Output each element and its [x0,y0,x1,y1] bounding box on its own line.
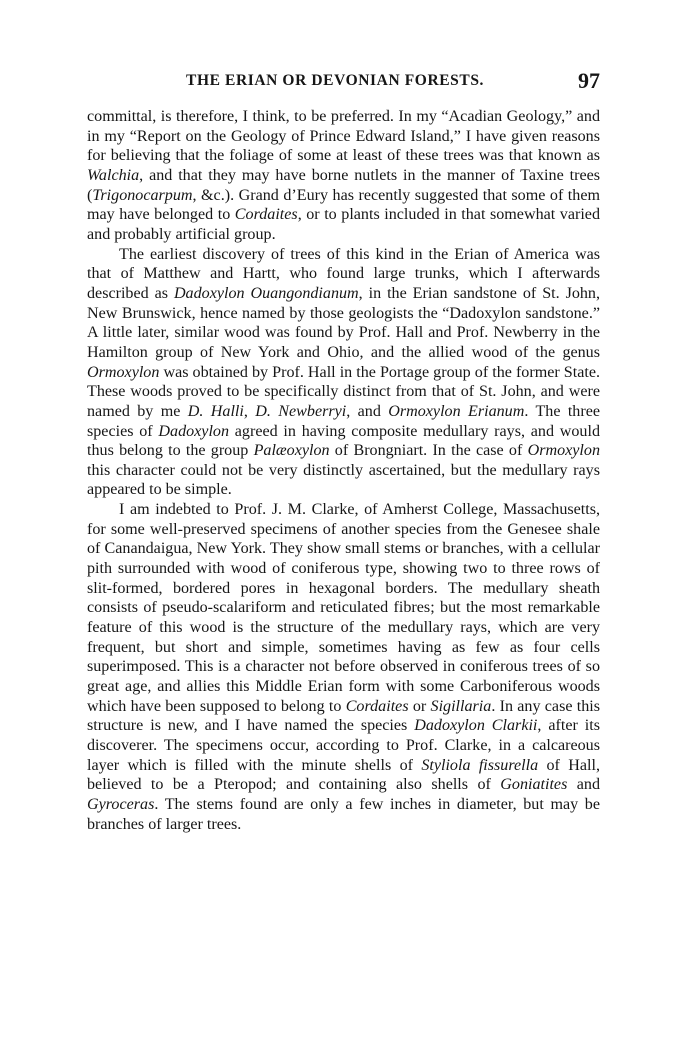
paragraph [87,500,600,834]
paragraph [87,245,600,501]
text-run: , and that they may have borne nutlets in the manner of Taxine trees ( [87,166,600,204]
text-run: . The stems found are only a few inches in diameter, but may be branches of larger trees. [87,795,600,833]
italic-text: Ormoxylon Erianum [388,402,525,420]
text-run: was obtained by Prof. Hall in the Portage group of the former State. These woods proved to be specifically distinct from that of St. John, and were named by me [87,363,600,420]
page-header [86,68,600,98]
italic-text: Goniatites [500,776,568,794]
text-run: I am indebted to Prof. J. M. Clarke, of Amherst College, Massachusetts, for some well-preserved specimens of another species from the Genesee shale of Canandaigua, New York. They show small stems or branches, with a cellular pith surrounded with wood of coniferous type, showing two to three rows of slit-formed, bordered pores in hexagonal borders. The medullary sheath consists of pseudo-scalariform and reticulated fibres; but the most remarkable feature of this wood is the structure of the medullary rays, which are very frequent, but short and simple, sometimes having as few as four cells superimposed. This is a character not before observed in coniferous trees of so great age, and allies this Middle Erian form with some Carboniferous woods which have been supposed to belong to [87,501,600,715]
text-run: and [567,776,600,794]
italic-text: D. Halli [187,402,244,420]
text-run: The earliest discovery of trees of this kind in the Erian of America was that of Matthew and Hartt, who found large trunks, which I afterwards described as [87,245,600,302]
italic-text: Styliola fissurella [421,756,539,774]
italic-text: Sigillaria [430,697,492,715]
text-run: , &c.). Grand d’Eury has recently suggested that some of them may have belonged to [87,186,600,224]
text-run: this character could not be very distinctly ascertained, but the medullary rays appeared to be simple. [87,461,600,499]
text-run: , in the Erian sandstone of St. John, New Brunswick, hence named by those geologists the “Dadoxylon sandstone.” A little later, similar wood was found by Prof. Hall and Prof. Newberry in the Hamilton group of New York and Ohio, and the allied wood of the genus [87,284,600,361]
italic-text: Palæoxylon [253,442,330,460]
italic-text: Ormoxylon [527,442,600,460]
italic-text: Trigonocarpum [92,186,193,204]
page-number: 97 [578,68,600,93]
text-run: committal, is therefore, I think, to be preferred. In my “Acadian Geology,” and in my “Report on the Geology of Prince Edward Island,” I have given reasons for believing that the foliage of some at least of these trees was that known as [87,108,600,165]
italic-text: Dadoxylon [158,422,230,440]
text-run: , after its discoverer. The specimens occur, according to Prof. Clarke, in a calcareous layer which is filled with the minute shells of [87,717,600,774]
text-run: or [408,697,431,715]
italic-text: Cordaites [345,697,409,715]
text-run: , or to plants included in that somewhat varied and probably artificial group. [87,206,600,243]
text-run: , and [346,402,389,420]
text-run: of Hall, believed to be a Pteropod; and containing also shells of [87,756,600,794]
running-head: THE ERIAN OR DEVONIAN FORESTS. [186,72,485,89]
italic-text: Walchia [87,166,140,184]
italic-text: Cordaites [234,206,298,224]
text-run: . The three species of [87,402,600,440]
text-run: . In any case this structure is new, and I have named the species [87,697,600,735]
italic-text: Dadoxylon Ouangondianum [173,284,359,302]
text-run: of Brongniart. In the case of [329,442,528,460]
italic-text: Gyroceras [87,795,155,813]
text-run: , [243,402,256,420]
body-text [87,107,600,834]
italic-text: D. Newberryi [255,402,347,420]
paragraph [87,107,600,245]
italic-text: Ormoxylon [87,363,160,381]
text-run: agreed in having composite medullary rays, and would thus belong to the group [87,422,600,460]
italic-text: Dadoxylon Clarkii [414,717,538,735]
